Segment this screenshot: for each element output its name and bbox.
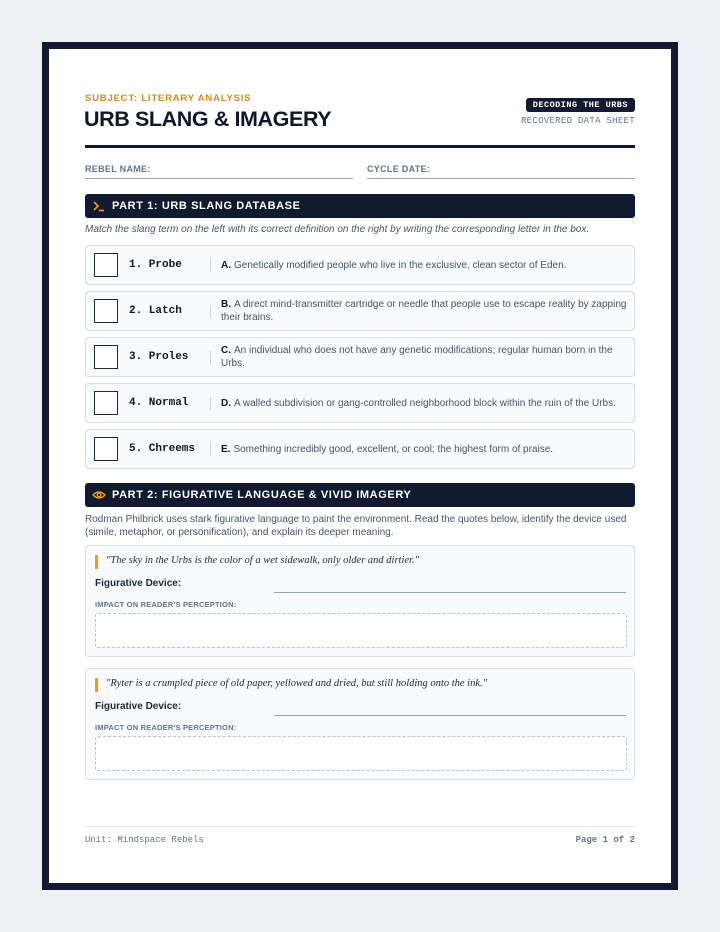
figurative-device-label: Figurative Device: xyxy=(95,578,182,589)
rebel-name-field[interactable] xyxy=(85,161,353,179)
row-divider xyxy=(210,443,211,456)
definition-letter: A. xyxy=(221,259,231,271)
figurative-device-label: Figurative Device: xyxy=(95,701,182,712)
impact-label: IMPACT ON READER'S PERCEPTION: xyxy=(95,723,237,732)
quote-card xyxy=(85,545,635,657)
impact-label: IMPACT ON READER'S PERCEPTION: xyxy=(95,600,237,609)
eye-icon xyxy=(91,487,107,503)
definition xyxy=(221,246,628,284)
definition-text: Something incredibly good, excellent, or cool; the highest form of praise. xyxy=(233,443,554,455)
definition-text: A walled subdivision or gang-controlled neighborhood block within the ruin of the Urbs. xyxy=(234,397,616,409)
rebel-name-label: REBEL NAME: xyxy=(85,164,151,174)
slang-term: 2. Latch xyxy=(129,305,182,317)
row-divider xyxy=(210,351,211,364)
match-row xyxy=(85,291,635,331)
match-row xyxy=(85,337,635,377)
worksheet-page xyxy=(49,49,671,883)
answer-box[interactable] xyxy=(94,437,118,461)
slang-term: 5. Chreems xyxy=(129,443,196,455)
definition xyxy=(221,292,628,330)
footer-unit: Unit: Mindspace Rebels xyxy=(85,835,204,845)
answer-box[interactable] xyxy=(94,299,118,323)
definition xyxy=(221,384,628,422)
definition-letter: E. xyxy=(221,443,231,455)
quote-accent-bar xyxy=(95,555,98,569)
part2-intro: Rodman Philbrick uses stark figurative language to paint the environment. Read the quotes below, identify the device used (simile, metaphor, or personification), and explain its deeper meaning. xyxy=(85,514,627,538)
part2-heading: PART 2: FIGURATIVE LANGUAGE & VIVID IMAGERY xyxy=(112,489,412,501)
quote-text: "Ryter is a crumpled piece of old paper, yellowed and dried, but still holding onto the ink." xyxy=(106,678,488,689)
definition xyxy=(221,338,628,376)
header-badge-subtitle: RECOVERED DATA SHEET xyxy=(520,116,635,126)
part1-header xyxy=(85,194,635,218)
footer-rule xyxy=(85,826,635,827)
match-row xyxy=(85,383,635,423)
definition-text: Genetically modified people who live in the exclusive, clean sector of Eden. xyxy=(234,259,567,271)
answer-box[interactable] xyxy=(94,391,118,415)
header-badge: DECODING THE URBS xyxy=(526,98,635,112)
definition-text: A direct mind-transmitter cartridge or needle that people use to escape reality by zapping their brains. xyxy=(221,299,627,323)
part1-heading: PART 1: URB SLANG DATABASE xyxy=(112,200,301,212)
terminal-prompt-icon xyxy=(91,198,107,214)
quote-accent-bar xyxy=(95,678,98,692)
definition-letter: D. xyxy=(221,397,231,409)
header-rule xyxy=(85,145,635,148)
row-divider xyxy=(210,305,211,318)
impact-answer-box[interactable] xyxy=(95,613,627,648)
quote-text: "The sky in the Urbs is the color of a wet sidewalk, only older and dirtier." xyxy=(106,555,420,566)
page-number: Page 1 of 2 xyxy=(575,835,635,845)
part1-instructions: Match the slang term on the left with its correct definition on the right by writing the corresponding letter in the box. xyxy=(85,224,590,235)
definition-letter: B. xyxy=(221,299,231,310)
figurative-device-answer-line[interactable] xyxy=(274,715,626,716)
cycle-date-label: CYCLE DATE: xyxy=(367,164,431,174)
subject-label: SUBJECT: LITERARY ANALYSIS xyxy=(85,93,252,104)
quote-card xyxy=(85,668,635,780)
match-row xyxy=(85,245,635,285)
definition-text: An individual who does not have any genetic modifications; regular human born in the Urbs. xyxy=(221,345,613,369)
slang-term: 1. Probe xyxy=(129,259,182,271)
row-divider xyxy=(210,259,211,272)
part2-header xyxy=(85,483,635,507)
match-row xyxy=(85,429,635,469)
figurative-device-answer-line[interactable] xyxy=(274,592,626,593)
definition xyxy=(221,430,628,468)
answer-box[interactable] xyxy=(94,345,118,369)
page-title: URB SLANG & IMAGERY xyxy=(84,107,332,131)
answer-box[interactable] xyxy=(94,253,118,277)
definition-letter: C. xyxy=(221,345,231,356)
slang-term: 3. Proles xyxy=(129,351,189,363)
cycle-date-field[interactable] xyxy=(367,161,635,179)
impact-answer-box[interactable] xyxy=(95,736,627,771)
slang-term: 4. Normal xyxy=(129,397,189,409)
row-divider xyxy=(210,397,211,410)
